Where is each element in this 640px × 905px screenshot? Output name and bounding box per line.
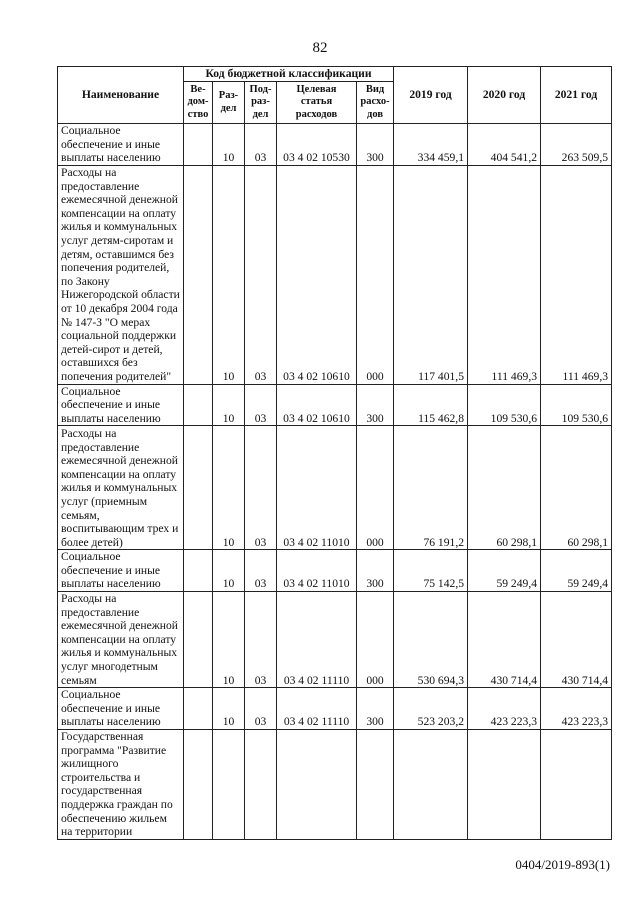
- row-expense-type: 300: [357, 124, 394, 166]
- header-razdel: Раз-дел: [213, 82, 245, 124]
- row-amount-2021: 60 298,1: [541, 426, 612, 550]
- row-vedomstvo: [184, 730, 213, 840]
- row-target-article: 03 4 02 11110: [277, 592, 357, 688]
- table-row: [58, 730, 612, 840]
- row-target-article: 03 4 02 10530: [277, 124, 357, 166]
- row-vedomstvo: [184, 166, 213, 385]
- row-expense-type: 300: [357, 550, 394, 592]
- row-razdel: 10: [213, 124, 245, 166]
- row-vedomstvo: [184, 550, 213, 592]
- row-target-article: 03 4 02 10610: [277, 166, 357, 385]
- row-amount-2021: 111 469,3: [541, 166, 612, 385]
- row-name: Социальное обеспечение и иные выплаты населению: [58, 384, 184, 426]
- row-podrazdel: 03: [245, 426, 277, 550]
- row-amount-2020: 111 469,3: [468, 166, 541, 385]
- header-year-2019: 2019 год: [394, 67, 468, 124]
- row-name: Государственная программа "Развитие жилищного строительства и государственная поддержка граждан по обеспечению жильем на территории: [58, 730, 184, 840]
- row-name: Социальное обеспечение и иные выплаты населению: [58, 550, 184, 592]
- row-amount-2020: 109 530,6: [468, 384, 541, 426]
- row-razdel: [213, 730, 245, 840]
- row-expense-type: 000: [357, 592, 394, 688]
- row-razdel: 10: [213, 592, 245, 688]
- row-target-article: [277, 730, 357, 840]
- row-amount-2019: 76 191,2: [394, 426, 468, 550]
- row-target-article: 03 4 02 11110: [277, 688, 357, 730]
- row-amount-2021: 109 530,6: [541, 384, 612, 426]
- row-expense-type: 000: [357, 166, 394, 385]
- table-row: [58, 688, 612, 730]
- row-amount-2021: 263 509,5: [541, 124, 612, 166]
- row-name: Расходы на предоставление ежемесячной денежной компенсации на оплату жилья и коммунальных услуг (приемным семьям, воспитывающим трех и более детей): [58, 426, 184, 550]
- row-amount-2020: 423 223,3: [468, 688, 541, 730]
- table-row: [58, 166, 612, 385]
- row-amount-2020: 404 541,2: [468, 124, 541, 166]
- row-razdel: 10: [213, 688, 245, 730]
- row-vedomstvo: [184, 384, 213, 426]
- row-vedomstvo: [184, 688, 213, 730]
- header-year-2020: 2020 год: [468, 67, 541, 124]
- row-vedomstvo: [184, 124, 213, 166]
- header-budget-code-group: Код бюджетной классификации: [184, 67, 394, 82]
- row-amount-2019: 75 142,5: [394, 550, 468, 592]
- header-expense-type: Вид расхо-дов: [357, 82, 394, 124]
- row-name: Расходы на предоставление ежемесячной денежной компенсации на оплату жилья и коммунальных услуг детям-сиротам и детям, оставшимся без попечения родителей, по Закону Нижегородской области от 10 декабря 2004 года № 147-З "О мерах социальной поддержки детей-сирот и детей, оставшихся без попечения родителей": [58, 166, 184, 385]
- row-target-article: 03 4 02 10610: [277, 384, 357, 426]
- row-amount-2021: 430 714,4: [541, 592, 612, 688]
- row-target-article: 03 4 02 11010: [277, 550, 357, 592]
- row-target-article: 03 4 02 11010: [277, 426, 357, 550]
- row-amount-2020: 430 714,4: [468, 592, 541, 688]
- budget-table: [57, 66, 612, 840]
- table-row: [58, 426, 612, 550]
- table-row: [58, 592, 612, 688]
- row-podrazdel: 03: [245, 384, 277, 426]
- row-podrazdel: 03: [245, 550, 277, 592]
- row-amount-2019: 115 462,8: [394, 384, 468, 426]
- row-amount-2019: 530 694,3: [394, 592, 468, 688]
- row-expense-type: 300: [357, 384, 394, 426]
- row-amount-2021: [541, 730, 612, 840]
- row-vedomstvo: [184, 426, 213, 550]
- row-podrazdel: 03: [245, 688, 277, 730]
- document-code: 0404/2019-893(1): [515, 857, 610, 872]
- header-podrazdel: Под-раз-дел: [245, 82, 277, 124]
- header-target-article: Целевая статья расходов: [277, 82, 357, 124]
- header-name: Наименование: [58, 67, 184, 124]
- row-razdel: 10: [213, 426, 245, 550]
- row-amount-2019: 523 203,2: [394, 688, 468, 730]
- row-name: Социальное обеспечение и иные выплаты населению: [58, 124, 184, 166]
- row-amount-2020: 60 298,1: [468, 426, 541, 550]
- row-expense-type: 000: [357, 426, 394, 550]
- row-razdel: 10: [213, 550, 245, 592]
- page-number: 82: [312, 40, 328, 56]
- row-amount-2019: 117 401,5: [394, 166, 468, 385]
- table-row: [58, 550, 612, 592]
- row-amount-2020: [468, 730, 541, 840]
- row-name: Расходы на предоставление ежемесячной денежной компенсации на оплату жилья и коммунальных услуг многодетным семьям: [58, 592, 184, 688]
- table-row: [58, 124, 612, 166]
- row-vedomstvo: [184, 592, 213, 688]
- row-amount-2019: [394, 730, 468, 840]
- row-amount-2019: 334 459,1: [394, 124, 468, 166]
- row-expense-type: [357, 730, 394, 840]
- row-podrazdel: [245, 730, 277, 840]
- row-razdel: 10: [213, 166, 245, 385]
- row-amount-2020: 59 249,4: [468, 550, 541, 592]
- row-podrazdel: 03: [245, 166, 277, 385]
- row-expense-type: 300: [357, 688, 394, 730]
- header-year-2021: 2021 год: [541, 67, 612, 124]
- header-vedomstvo: Ве-дом-ство: [184, 82, 213, 124]
- row-name: Социальное обеспечение и иные выплаты населению: [58, 688, 184, 730]
- row-podrazdel: 03: [245, 124, 277, 166]
- row-podrazdel: 03: [245, 592, 277, 688]
- row-amount-2021: 59 249,4: [541, 550, 612, 592]
- row-amount-2021: 423 223,3: [541, 688, 612, 730]
- table-row: [58, 384, 612, 426]
- row-razdel: 10: [213, 384, 245, 426]
